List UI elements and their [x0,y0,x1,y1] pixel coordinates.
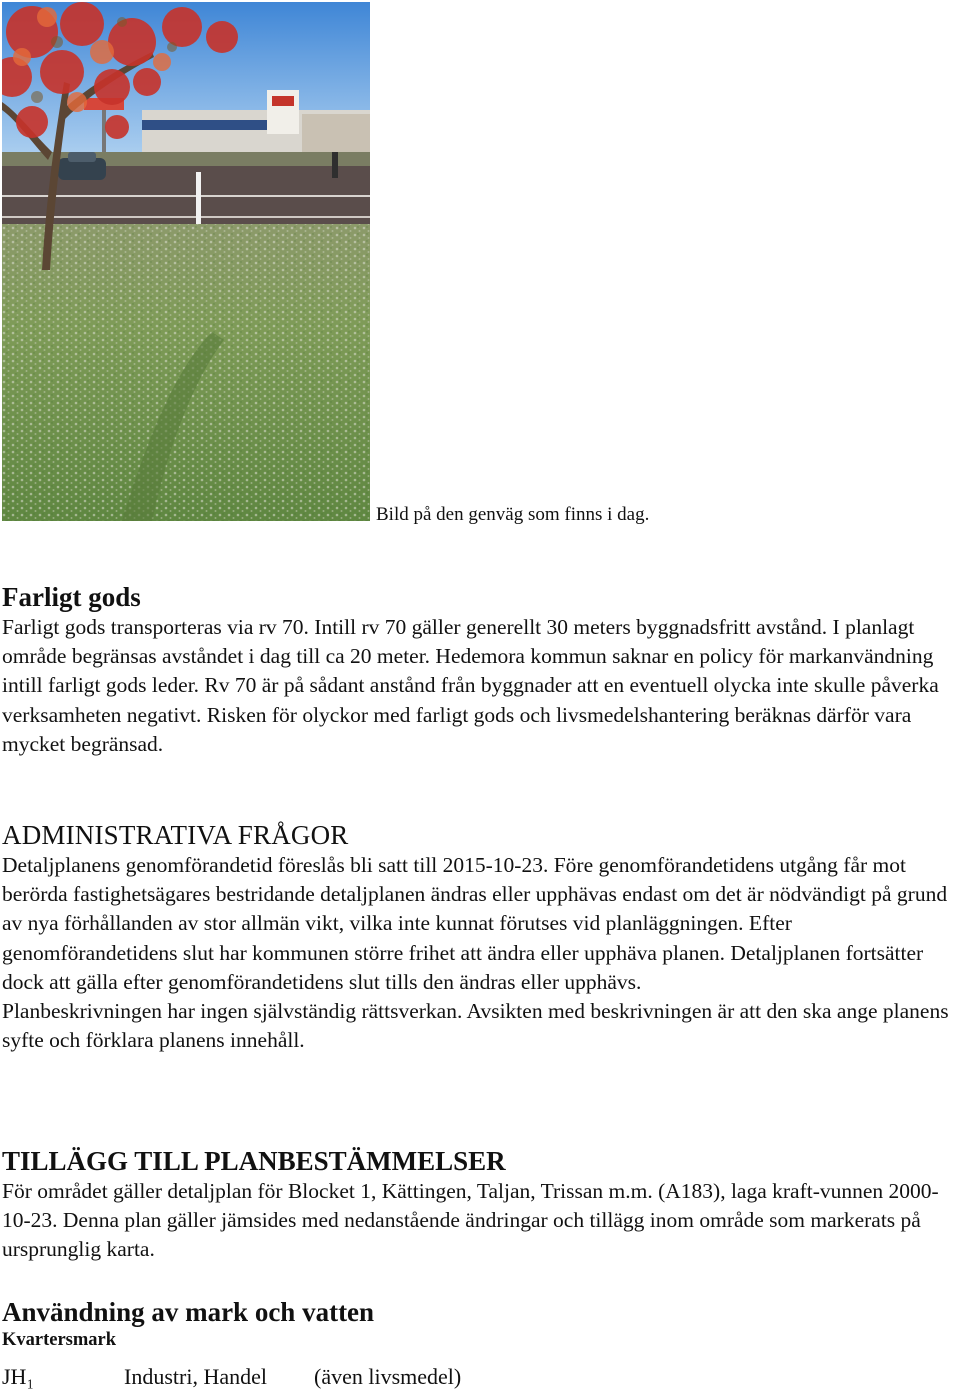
paragraph-farligt-gods: Farligt gods transporteras via rv 70. Intill rv 70 gäller generellt 30 meters byggnadsfritt avstånd. I planlagt område begränsas avståndet i dag till ca 20 meter. Hedemora kommun saknar en policy för markanvändning intill farligt gods leder. Rv 70 är på sådant anstånd från byggnader att en eventuell olycka inte skulle påverka verksamheten negativt. Risken för olyckor med farligt gods och livsmedelshantering beräknas därför vara mycket begränsad. [2,615,939,756]
heading-anvandning: Användning av mark och vatten [2,1297,375,1327]
photo-shortcut [2,2,370,521]
heading-farligt-gods: Farligt gods [2,582,141,612]
heading-tillagg: TILLÄGG TILL PLANBESTÄMMELSER [2,1146,506,1176]
land-use-code: JH₁ [2,1364,35,1389]
section-tillagg [2,1146,958,1265]
paragraph-administrativa-2: Planbeskrivningen har ingen självständig rättsverkan. Avsikten med beskrivningen är att den ska ange planens syfte och förklara planens innehåll. [2,999,949,1053]
heading-administrativa: ADMINISTRATIVA FRÅGOR [2,820,349,850]
subheading-kvartersmark: Kvartersmark [2,1330,117,1350]
land-use-description: Industri, Handel [124,1364,267,1389]
paragraph-tillagg: För området gäller detaljplan för Blocket 1, Kättingen, Taljan, Trissan m.m. (A183), laga kraft-vunnen 2000-10-23. Denna plan gäller jämsides med nedanstående ändringar och tillägg inom område som markerats på ursprunglig karta. [2,1179,939,1262]
section-administrativa [2,820,958,1055]
land-use-note: (även livsmedel) [314,1364,462,1389]
photo-image [2,2,370,521]
paragraph-administrativa-1: Detaljplanens genomförandetid föreslås bli satt till 2015-10-23. Före genomförandetidens utgång får mot berörda fastighetsägares bestridande detaljplanen ändras eller upphävas endast om det är nödvändigt på grund av nya förhållanden av stor allmän vikt, vilka inte kunnat förutses vid planläggningen. Efter genomförandetidens slut har kommunen större frihet att ändra eller upphäva planen. Detaljplanen fortsätter dock att gälla efter genomförandetidens slut tills den ändras eller upphävs. [2,853,948,994]
section-anvandning [2,1297,958,1352]
section-farligt-gods [2,582,958,759]
photo-caption: Bild på den genväg som finns i dag. [376,504,650,525]
